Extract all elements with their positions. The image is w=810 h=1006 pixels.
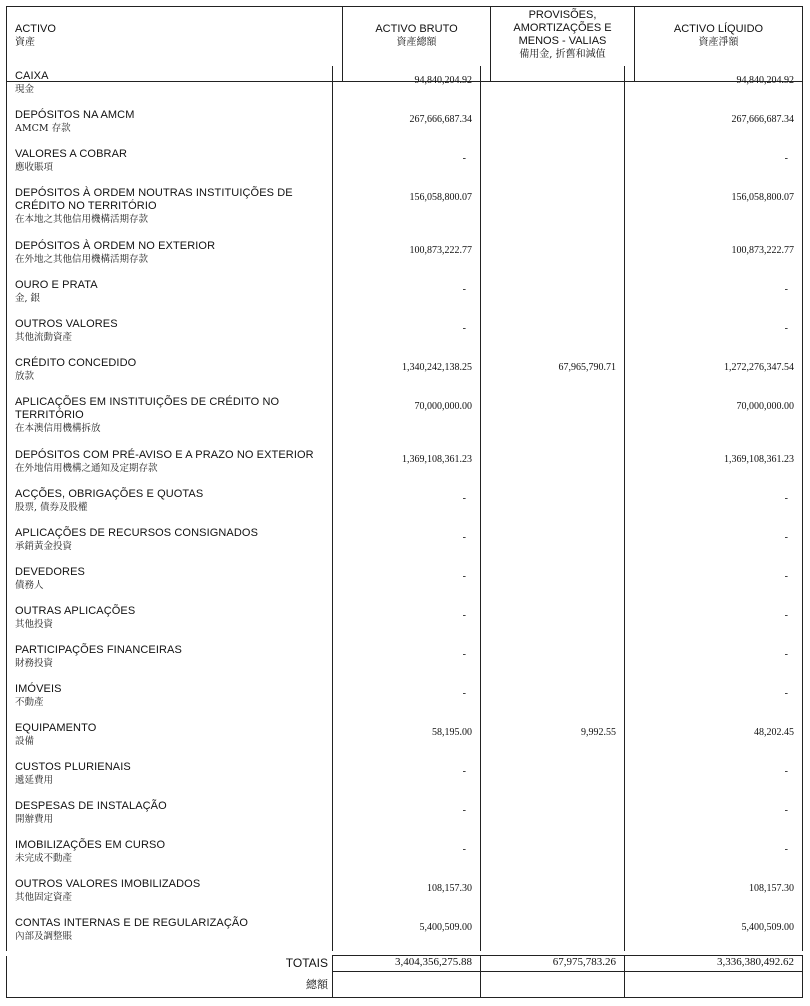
row-label-zh: 債務人 xyxy=(15,580,44,591)
row-provisoes xyxy=(481,484,625,523)
row-label-en: DESPESAS DE INSTALAÇÃO xyxy=(15,800,167,812)
row-label-cell xyxy=(7,445,333,484)
row-label-cell xyxy=(7,105,333,144)
row-label-zh: 應收賬項 xyxy=(15,162,54,173)
row-label-cell xyxy=(7,796,333,835)
row-label-cell xyxy=(7,562,333,601)
row-label-en: CAIXA xyxy=(15,70,49,82)
table-row xyxy=(7,275,803,314)
table-row xyxy=(7,523,803,562)
totals-provisoes: 67,975,783.26 xyxy=(481,956,625,972)
row-bruto: - xyxy=(333,275,481,314)
row-liquido: - xyxy=(625,679,803,718)
row-label-cell xyxy=(7,601,333,640)
row-bruto: 58,195.00 xyxy=(333,718,481,757)
row-provisoes xyxy=(481,601,625,640)
row-label-cell xyxy=(7,183,333,236)
row-label-zh: 金, 銀 xyxy=(15,293,41,304)
header-bruto-zh: 資產總額 xyxy=(396,37,437,48)
row-label-cell xyxy=(7,874,333,913)
row-label-en: APLICAÇÕES DE RECURSOS CONSIGNADOS xyxy=(15,527,259,539)
row-liquido: - xyxy=(625,796,803,835)
totals-empty-prov xyxy=(481,972,625,998)
row-bruto: 1,340,242,138.25 xyxy=(333,353,481,392)
row-bruto: 108,157.30 xyxy=(333,874,481,913)
row-liquido: - xyxy=(625,640,803,679)
table-row xyxy=(7,835,803,874)
table-row xyxy=(7,183,803,236)
row-label-zh: 不動產 xyxy=(15,697,44,708)
row-label-zh: 承銷黃金投資 xyxy=(15,541,73,552)
row-provisoes xyxy=(481,562,625,601)
header-prov-zh: 備用金, 折舊和減值 xyxy=(519,49,606,60)
asset-rows-table xyxy=(6,66,803,951)
row-provisoes xyxy=(481,913,625,951)
row-provisoes xyxy=(481,105,625,144)
row-label-en: DEPÓSITOS COM PRÉ-AVISO E A PRAZO NO EXTERIOR xyxy=(15,449,314,461)
row-label-zh: AMCM 存款 xyxy=(15,123,71,134)
row-liquido: - xyxy=(625,601,803,640)
table-row xyxy=(7,392,803,445)
row-bruto: - xyxy=(333,640,481,679)
row-label-zh: 在外地信用機構之通知及定期存款 xyxy=(15,463,158,474)
row-label-cell xyxy=(7,484,333,523)
table-row xyxy=(7,314,803,353)
row-label-cell xyxy=(7,392,333,445)
row-liquido: - xyxy=(625,562,803,601)
row-label-zh: 設備 xyxy=(15,736,35,747)
row-label-en: OUTROS VALORES IMOBILIZADOS xyxy=(15,878,201,890)
row-bruto: - xyxy=(333,679,481,718)
row-label-zh: 股票, 債券及股權 xyxy=(15,502,88,513)
row-label-cell xyxy=(7,523,333,562)
row-label-zh: 在本地之其他信用機構活期存款 xyxy=(15,214,149,225)
table-row xyxy=(7,484,803,523)
row-provisoes xyxy=(481,874,625,913)
row-label-en: OUTRAS APLICAÇÕES xyxy=(15,605,136,617)
row-label-cell xyxy=(7,757,333,796)
row-label-cell xyxy=(7,679,333,718)
row-liquido: - xyxy=(625,523,803,562)
row-provisoes xyxy=(481,835,625,874)
row-provisoes xyxy=(481,66,625,105)
row-bruto: 156,058,800.07 xyxy=(333,183,481,236)
row-label-cell xyxy=(7,314,333,353)
row-liquido: - xyxy=(625,314,803,353)
row-liquido: - xyxy=(625,835,803,874)
row-bruto: 94,840,204.92 xyxy=(333,66,481,105)
row-label-cell xyxy=(7,913,333,951)
row-label-en: DEPÓSITOS À ORDEM NO EXTERIOR xyxy=(15,240,216,252)
row-label-en: PARTICIPAÇÕES FINANCEIRAS xyxy=(15,644,182,656)
row-bruto: - xyxy=(333,601,481,640)
row-liquido: 267,666,687.34 xyxy=(625,105,803,144)
row-bruto: 267,666,687.34 xyxy=(333,105,481,144)
row-provisoes xyxy=(481,640,625,679)
table-row xyxy=(7,874,803,913)
row-label-zh: 內部及調整賬 xyxy=(15,931,73,942)
row-liquido: 48,202.45 xyxy=(625,718,803,757)
row-liquido: 94,840,204.92 xyxy=(625,66,803,105)
row-liquido: - xyxy=(625,484,803,523)
totals-empty-liquido xyxy=(625,972,803,998)
totals-table xyxy=(6,955,803,998)
row-label-en: DEPÓSITOS À ORDEM NOUTRAS INSTITUIÇÕES DE CRÉDITO NO TERRITÓRIO xyxy=(15,187,293,212)
row-provisoes xyxy=(481,679,625,718)
row-label-en: CONTAS INTERNAS E DE REGULARIZAÇÃO xyxy=(15,917,249,929)
row-label-zh: 其他流動資產 xyxy=(15,332,73,343)
row-label-zh: 未完成不動產 xyxy=(15,853,73,864)
table-row xyxy=(7,601,803,640)
row-label-zh: 現金 xyxy=(15,84,35,95)
totals-label: TOTAIS xyxy=(285,955,328,970)
totals-empty-bruto xyxy=(333,972,481,998)
row-label-en: CUSTOS PLURIENAIS xyxy=(15,761,131,773)
row-label-cell xyxy=(7,835,333,874)
row-bruto: - xyxy=(333,484,481,523)
table-row xyxy=(7,105,803,144)
header-bruto-title: ACTIVO BRUTO xyxy=(375,23,458,35)
row-label-zh: 其他固定資產 xyxy=(15,892,73,903)
header-prov-line3: MENOS - VALIAS xyxy=(518,35,607,47)
header-prov-line1: PROVISÕES, xyxy=(528,9,597,21)
row-label-cell xyxy=(7,640,333,679)
row-bruto: - xyxy=(333,757,481,796)
row-provisoes xyxy=(481,757,625,796)
row-bruto: 70,000,000.00 xyxy=(333,392,481,445)
header-activo-zh: 資產 xyxy=(15,37,35,48)
row-label-en: VALORES A COBRAR xyxy=(15,148,128,160)
row-provisoes xyxy=(481,183,625,236)
row-label-zh: 財務投資 xyxy=(15,658,54,669)
row-label-cell xyxy=(7,353,333,392)
table-row xyxy=(7,640,803,679)
table-row xyxy=(7,445,803,484)
table-row xyxy=(7,913,803,951)
row-bruto: 1,369,108,361.23 xyxy=(333,445,481,484)
row-label-cell xyxy=(7,144,333,183)
table-row xyxy=(7,796,803,835)
row-label-en: CRÉDITO CONCEDIDO xyxy=(15,357,137,369)
row-label-en: OUTROS VALORES xyxy=(15,318,118,330)
row-provisoes xyxy=(481,796,625,835)
table-row xyxy=(7,353,803,392)
row-provisoes xyxy=(481,275,625,314)
totals-label-zh: 總額 xyxy=(306,977,328,991)
header-liquido-zh: 資產淨額 xyxy=(698,37,739,48)
totals-label-cell xyxy=(7,956,333,972)
row-label-en: APLICAÇÕES EM INSTITUIÇÕES DE CRÉDITO NO TERRITÓRIO xyxy=(15,396,280,421)
row-provisoes xyxy=(481,523,625,562)
row-label-en: IMÓVEIS xyxy=(15,683,62,695)
row-label-zh: 在本澳信用機構拆放 xyxy=(15,423,101,434)
row-liquido: 1,369,108,361.23 xyxy=(625,445,803,484)
table-row xyxy=(7,66,803,105)
row-label-en: ACÇÕES, OBRIGAÇÕES E QUOTAS xyxy=(15,488,204,500)
table-row xyxy=(7,236,803,275)
table-row xyxy=(7,757,803,796)
row-label-en: DEPÓSITOS NA AMCM xyxy=(15,109,135,121)
row-bruto: - xyxy=(333,796,481,835)
row-liquido: 1,272,276,347.54 xyxy=(625,353,803,392)
row-bruto: - xyxy=(333,835,481,874)
row-provisoes xyxy=(481,392,625,445)
row-label-en: EQUIPAMENTO xyxy=(15,722,97,734)
row-label-zh: 開辦費用 xyxy=(15,814,54,825)
table-row xyxy=(7,562,803,601)
row-provisoes xyxy=(481,144,625,183)
table-row xyxy=(7,679,803,718)
row-label-cell xyxy=(7,275,333,314)
row-label-en: OURO E PRATA xyxy=(15,279,98,291)
row-liquido: 108,157.30 xyxy=(625,874,803,913)
row-provisoes xyxy=(481,236,625,275)
row-bruto: - xyxy=(333,144,481,183)
row-bruto: - xyxy=(333,562,481,601)
table-row xyxy=(7,718,803,757)
row-label-zh: 放款 xyxy=(15,371,35,382)
row-label-cell xyxy=(7,66,333,105)
row-liquido: 5,400,509.00 xyxy=(625,913,803,951)
row-bruto: 100,873,222.77 xyxy=(333,236,481,275)
row-provisoes xyxy=(481,314,625,353)
row-label-en: DEVEDORES xyxy=(15,566,85,578)
row-label-zh: 遞延費用 xyxy=(15,775,54,786)
row-bruto: 5,400,509.00 xyxy=(333,913,481,951)
row-provisoes: 9,992.55 xyxy=(481,718,625,757)
row-label-cell xyxy=(7,718,333,757)
header-activo-title: ACTIVO xyxy=(15,23,56,35)
header-liquido-title: ACTIVO LÍQUIDO xyxy=(673,23,764,35)
row-bruto: - xyxy=(333,314,481,353)
totals-liquido: 3,336,380,492.62 xyxy=(625,956,803,972)
row-provisoes xyxy=(481,445,625,484)
row-liquido: - xyxy=(625,757,803,796)
header-prov-line2: AMORTIZAÇÕES E xyxy=(513,22,612,34)
row-label-cell xyxy=(7,236,333,275)
row-label-zh: 在外地之其他信用機構活期存款 xyxy=(15,254,149,265)
row-liquido: 70,000,000.00 xyxy=(625,392,803,445)
row-liquido: 156,058,800.07 xyxy=(625,183,803,236)
row-liquido: - xyxy=(625,275,803,314)
row-liquido: 100,873,222.77 xyxy=(625,236,803,275)
totals-bruto: 3,404,356,275.88 xyxy=(333,956,481,972)
totals-label-zh-cell xyxy=(7,972,333,998)
row-label-zh: 其他投資 xyxy=(15,619,54,630)
row-label-en: IMOBILIZAÇÕES EM CURSO xyxy=(15,839,166,851)
table-row xyxy=(7,144,803,183)
row-liquido: - xyxy=(625,144,803,183)
row-bruto: - xyxy=(333,523,481,562)
row-provisoes: 67,965,790.71 xyxy=(481,353,625,392)
